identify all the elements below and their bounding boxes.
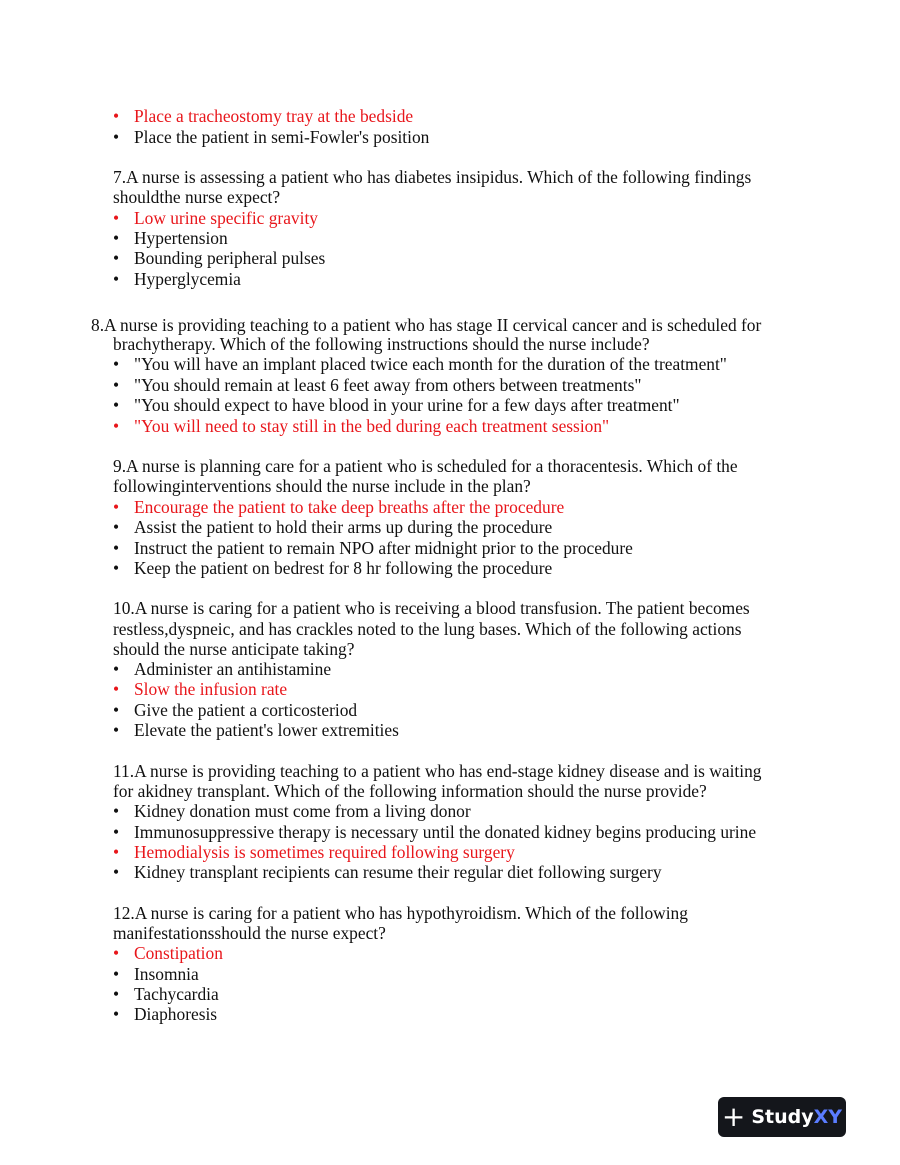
option-correct: • Hemodialysis is sometimes required following surgery: [113, 842, 515, 862]
option: • Give the patient a corticosteriod: [113, 700, 358, 720]
logo-text-study: Study: [751, 1106, 814, 1128]
option: • Insomnia: [113, 964, 199, 984]
bullet-icon: •: [113, 984, 120, 1004]
bullet-icon: •: [113, 659, 120, 679]
question-12-line: manifestationsshould the nurse expect?: [113, 923, 386, 943]
option-correct: • Slow the infusion rate: [113, 679, 288, 699]
bullet-icon: •: [113, 558, 120, 578]
bullet-icon: •: [113, 416, 120, 436]
bullet-icon: •: [113, 127, 120, 147]
option-correct: • Low urine specific gravity: [113, 208, 318, 228]
bullet-icon: •: [113, 1004, 120, 1024]
question-7-line: 7.A nurse is assessing a patient who has diabetes insipidus. Which of the following findings: [113, 167, 752, 187]
option: • Administer an antihistamine: [113, 659, 332, 679]
bullet-icon: •: [113, 842, 120, 862]
bullet-icon: •: [113, 497, 120, 517]
bullet-icon: •: [113, 700, 120, 720]
option-correct: • "You will need to stay still in the bed during each treatment session": [113, 416, 610, 436]
question-12-line: 12.A nurse is caring for a patient who has hypothyroidism. Which of the following: [113, 903, 688, 923]
bullet-icon: •: [113, 208, 120, 228]
bullet-icon: •: [113, 269, 120, 289]
bullet-icon: •: [113, 822, 120, 842]
option: • Diaphoresis: [113, 1004, 218, 1024]
question-10-line: 10.A nurse is caring for a patient who is receiving a blood transfusion. The patient becomes: [113, 598, 750, 618]
bullet-icon: •: [113, 395, 120, 415]
bullet-icon: •: [113, 801, 120, 821]
option: • Assist the patient to hold their arms up during the procedure: [113, 517, 553, 537]
plus-icon: +: [721, 1100, 746, 1133]
question-8-line: brachytherapy. Which of the following instructions should the nurse include?: [113, 334, 650, 354]
bullet-icon: •: [113, 248, 120, 268]
bullet-icon: •: [113, 943, 120, 963]
bullet-icon: •: [113, 375, 120, 395]
bullet-icon: •: [113, 679, 120, 699]
option: • "You will have an implant placed twice each month for the duration of the treatment": [113, 354, 727, 374]
bullet-icon: •: [113, 228, 120, 248]
bullet-icon: •: [113, 720, 120, 740]
bullet-icon: •: [113, 106, 120, 126]
option-correct: • Encourage the patient to take deep breaths after the procedure: [113, 497, 565, 517]
bullet-icon: •: [113, 354, 120, 374]
option-correct: • Place a tracheostomy tray at the bedside: [113, 106, 414, 126]
option: • Kidney donation must come from a living donor: [113, 801, 471, 821]
option: • Hypertension: [113, 228, 228, 248]
question-10-line: should the nurse anticipate taking?: [113, 639, 355, 659]
question-10-line: restless,dyspneic, and has crackles noted to the lung bases. Which of the following actions: [113, 619, 742, 639]
option: • Kidney transplant recipients can resume their regular diet following surgery: [113, 862, 662, 882]
option: • Instruct the patient to remain NPO after midnight prior to the procedure: [113, 538, 633, 558]
option: • "You should expect to have blood in your urine for a few days after treatment": [113, 395, 680, 415]
question-9-line: followinginterventions should the nurse include in the plan?: [113, 476, 531, 496]
option: • Keep the patient on bedrest for 8 hr following the procedure: [113, 558, 553, 578]
studyxy-logo[interactable]: [718, 1097, 846, 1137]
bullet-icon: •: [113, 862, 120, 882]
option: • Hyperglycemia: [113, 269, 241, 289]
option: • Tachycardia: [113, 984, 219, 1004]
option: • Bounding peripheral pulses: [113, 248, 326, 268]
option: • Place the patient in semi-Fowler's position: [113, 127, 430, 147]
question-8-line: 8.A nurse is providing teaching to a patient who has stage II cervical cancer and is scheduled for: [91, 315, 762, 335]
option: • Elevate the patient's lower extremities: [113, 720, 399, 740]
option: • "You should remain at least 6 feet away from others between treatments": [113, 375, 642, 395]
bullet-icon: •: [113, 517, 120, 537]
option: • Immunosuppressive therapy is necessary until the donated kidney begins producing urine: [113, 822, 757, 842]
question-7-line: shouldthe nurse expect?: [113, 187, 281, 207]
question-11-line: 11.A nurse is providing teaching to a patient who has end-stage kidney disease and is waiting: [113, 761, 762, 781]
question-9-line: 9.A nurse is planning care for a patient who is scheduled for a thoracentesis. Which of the: [113, 456, 738, 476]
bullet-icon: •: [113, 964, 120, 984]
option-correct: • Constipation: [113, 943, 223, 963]
question-11-line: for akidney transplant. Which of the following information should the nurse provide?: [113, 781, 707, 801]
bullet-icon: •: [113, 538, 120, 558]
logo-text-xy: XY: [813, 1106, 843, 1128]
